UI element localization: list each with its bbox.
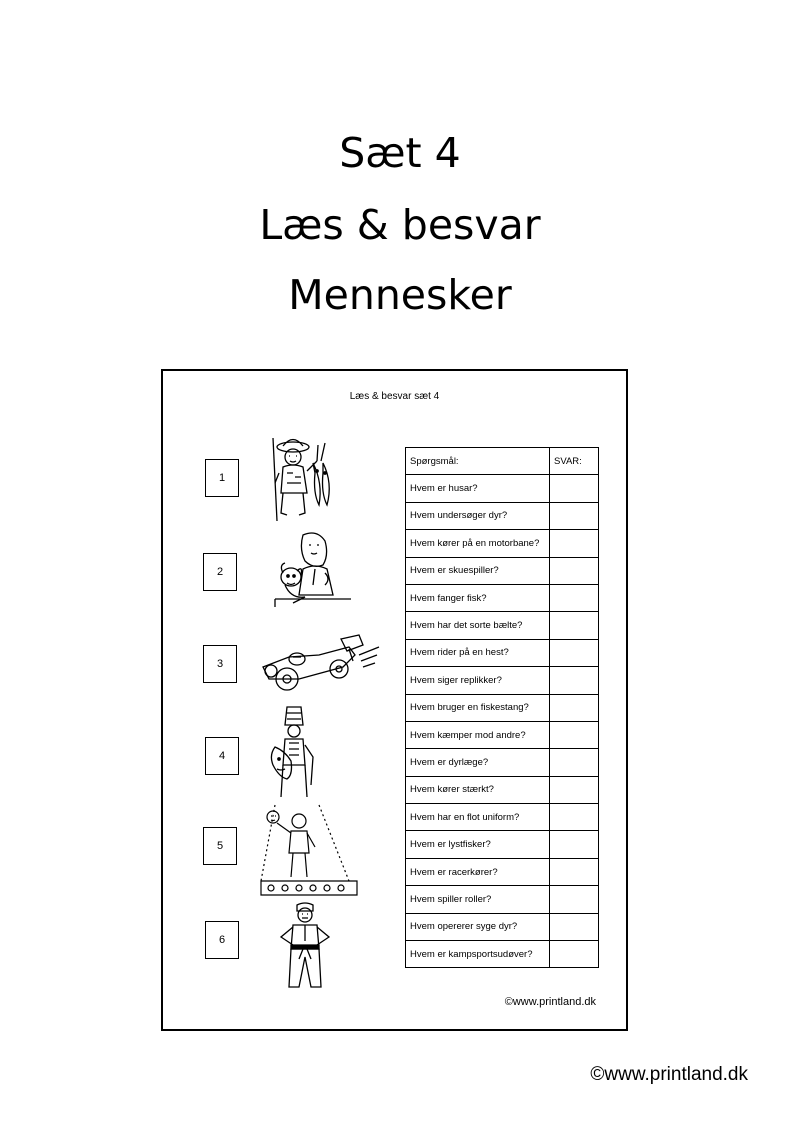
question-cell: Hvem er dyrlæge? <box>406 749 550 776</box>
question-cell: Hvem rider på en hest? <box>406 639 550 666</box>
answer-cell[interactable] <box>550 831 599 858</box>
worksheet-copyright: ©www.printland.dk <box>504 996 596 1008</box>
number-box-6: 6 <box>205 921 239 959</box>
page-title-line-3: Mennesker <box>288 271 512 319</box>
question-cell: Hvem undersøger dyr? <box>406 502 550 529</box>
answer-cell[interactable] <box>550 886 599 913</box>
answer-cell[interactable] <box>550 667 599 694</box>
table-row <box>406 721 599 748</box>
table-row <box>406 749 599 776</box>
answer-cell[interactable] <box>550 858 599 885</box>
karate-fighter-icon <box>273 901 337 993</box>
page-title-line-2: Læs & besvar <box>259 201 541 249</box>
table-row <box>406 475 599 502</box>
race-car-icon <box>259 633 381 695</box>
table-row <box>406 804 599 831</box>
table-row <box>406 584 599 611</box>
question-cell: Hvem kører på en motorbane? <box>406 530 550 557</box>
answer-cell[interactable] <box>550 612 599 639</box>
answer-cell[interactable] <box>550 475 599 502</box>
page-title-line-1: Sæt 4 <box>339 129 461 177</box>
table-row <box>406 667 599 694</box>
answer-cell[interactable] <box>550 804 599 831</box>
question-cell: Hvem er kampsportsudøver? <box>406 941 550 968</box>
veterinarian-icon <box>273 529 353 609</box>
number-box-3: 3 <box>203 645 237 683</box>
answer-cell[interactable] <box>550 584 599 611</box>
worksheet-preview <box>161 369 628 1031</box>
question-cell: Hvem fanger fisk? <box>406 584 550 611</box>
question-cell: Hvem er lystfisker? <box>406 831 550 858</box>
answer-cell[interactable] <box>550 776 599 803</box>
question-table <box>405 447 599 968</box>
question-cell: Hvem har en flot uniform? <box>406 804 550 831</box>
answer-cell[interactable] <box>550 749 599 776</box>
number-box-1: 1 <box>205 459 239 497</box>
hussar-icon <box>267 705 323 803</box>
table-row <box>406 502 599 529</box>
table-header-row <box>406 448 599 475</box>
number-box-4: 4 <box>205 737 239 775</box>
table-row <box>406 913 599 940</box>
question-cell: Hvem siger replikker? <box>406 667 550 694</box>
number-box-2: 2 <box>203 553 237 591</box>
table-row <box>406 639 599 666</box>
question-cell: Hvem bruger en fiskestang? <box>406 694 550 721</box>
question-cell: Hvem er skuespiller? <box>406 557 550 584</box>
fisherman-icon <box>263 433 338 523</box>
answer-cell[interactable] <box>550 694 599 721</box>
question-cell: Hvem kæmper mod andre? <box>406 721 550 748</box>
table-row <box>406 858 599 885</box>
question-cell: Hvem har det sorte bælte? <box>406 612 550 639</box>
question-cell: Hvem opererer syge dyr? <box>406 913 550 940</box>
table-row <box>406 530 599 557</box>
table-row <box>406 886 599 913</box>
number-box-5: 5 <box>203 827 237 865</box>
answer-cell[interactable] <box>550 530 599 557</box>
answer-cell[interactable] <box>550 557 599 584</box>
answer-cell[interactable] <box>550 913 599 940</box>
table-row <box>406 557 599 584</box>
question-cell: Hvem spiller roller? <box>406 886 550 913</box>
question-cell: Hvem kører stærkt? <box>406 776 550 803</box>
question-cell: Hvem er racerkører? <box>406 858 550 885</box>
table-row <box>406 941 599 968</box>
question-cell: Hvem er husar? <box>406 475 550 502</box>
table-row <box>406 612 599 639</box>
table-row <box>406 831 599 858</box>
page-copyright: ©www.printland.dk <box>590 1064 748 1085</box>
table-row <box>406 776 599 803</box>
table-row <box>406 694 599 721</box>
answer-cell[interactable] <box>550 941 599 968</box>
answer-cell[interactable] <box>550 639 599 666</box>
worksheet-title: Læs & besvar sæt 4 <box>349 391 440 402</box>
header-answer: SVAR: <box>550 448 599 475</box>
header-questions: Spørgsmål: <box>406 448 550 475</box>
answer-cell[interactable] <box>550 502 599 529</box>
actor-on-stage-icon <box>259 803 359 899</box>
answer-cell[interactable] <box>550 721 599 748</box>
